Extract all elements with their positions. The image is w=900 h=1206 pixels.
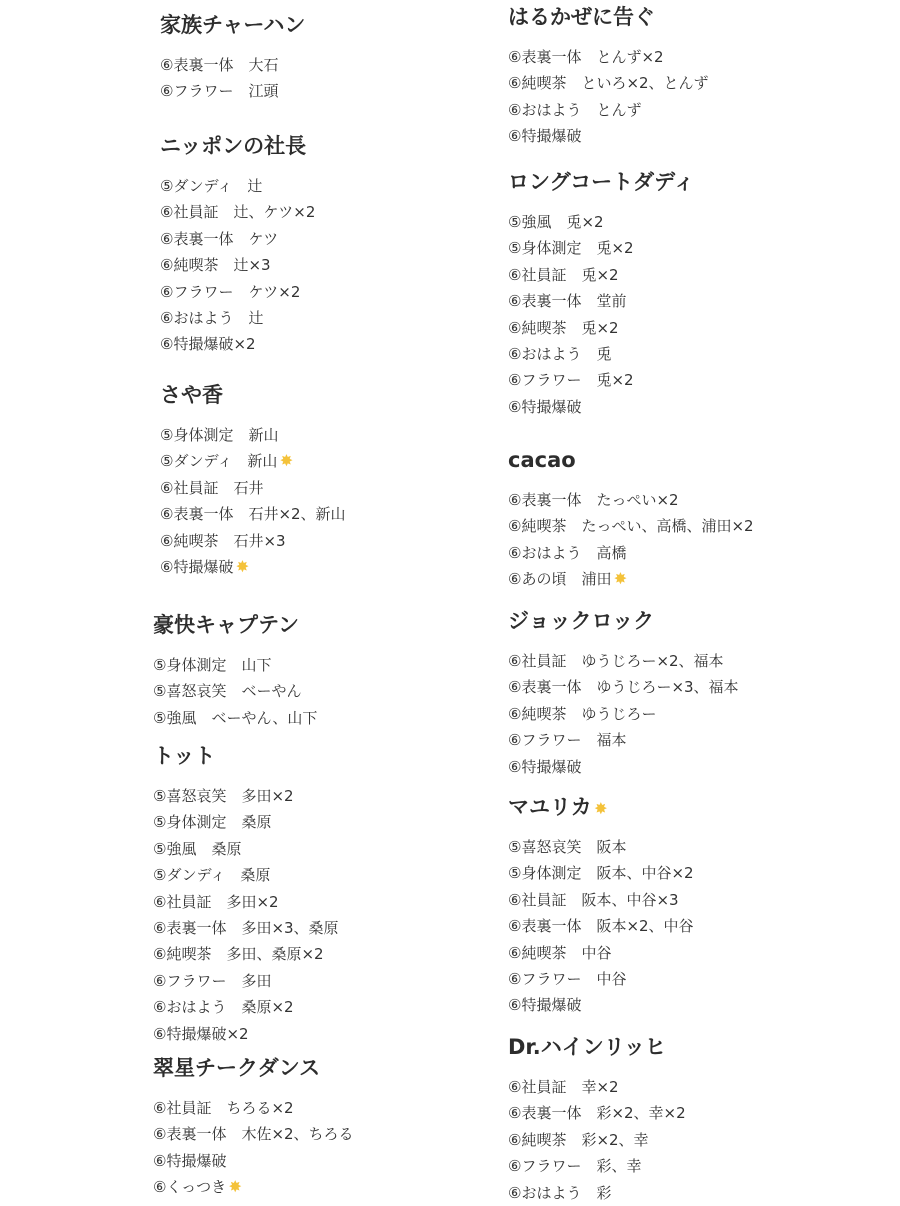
list-item: ⑥フラワー 江頭	[160, 82, 279, 101]
list-item: ⑥おはよう 桑原×2	[153, 998, 294, 1017]
section-totto	[153, 743, 339, 1047]
section-title: さや香	[160, 383, 223, 407]
list-item: ⑥表裏一体 ゆうじろー×3、福本	[508, 678, 739, 697]
list-item-text: ⑥あの頃 浦田	[508, 570, 612, 589]
list-item: ⑥社員証 阪本、中谷×3	[508, 890, 679, 909]
list-item: ⑥フラワー 福本	[508, 731, 627, 750]
list-item: ⑥純喫茶 中谷	[508, 943, 612, 962]
list-item: ⑥フラワー 多田	[153, 971, 272, 990]
list-item: ⑥おはよう とんず	[508, 100, 642, 119]
list-item: ⑤身体測定 阪本、中谷×2	[508, 864, 694, 883]
list-item: ⑥おはよう 辻	[160, 308, 264, 327]
section-goukai-captain	[153, 612, 317, 731]
list-item: ⑥社員証 ゆうじろー×2、福本	[508, 652, 724, 670]
list-item: ⑥純喫茶 彩×2、幸	[508, 1130, 649, 1149]
section-title: ロングコートダディ	[508, 170, 695, 194]
list-item: ⑥表裏一体 大石	[160, 56, 279, 74]
list-item: ⑤身体測定 山下	[153, 656, 272, 674]
list-item: ⑥表裏一体 とんず×2	[508, 48, 664, 66]
list-item: ⑤身体測定 桑原	[153, 813, 272, 832]
section-mayurika	[508, 794, 694, 1019]
list-item: ⑥社員証 辻、ケツ×2	[160, 203, 316, 222]
list-item: ⑥特撮爆破×2	[153, 1024, 249, 1043]
sparkle-star-icon: ✸	[613, 569, 628, 589]
section-title: 翠星チークダンス	[153, 1056, 321, 1080]
list-item: ⑥特撮爆破	[508, 127, 582, 146]
list-item: ⑥表裏一体 石井×2、新山	[160, 505, 346, 524]
list-item: ⑥表裏一体 ケツ	[160, 229, 279, 248]
list-item: ⑥フラワー 中谷	[508, 969, 627, 988]
section-nippon-no-shacho	[160, 133, 315, 358]
list-item	[153, 1174, 354, 1200]
list-item: ⑥純喫茶 辻×3	[160, 256, 271, 275]
list-item: ⑥おはよう 彩	[508, 1183, 612, 1202]
list-item: ⑥純喫茶 多田、桑原×2	[153, 945, 324, 964]
list-item: ⑥表裏一体 たっぺい×2	[508, 491, 679, 509]
list-item: ⑥おはよう 兎	[508, 344, 612, 363]
list-item: ⑥フラワー ケツ×2	[160, 282, 301, 301]
list-item: ⑥純喫茶 石井×3	[160, 531, 286, 550]
section-cacao	[508, 447, 754, 593]
list-item: ⑥純喫茶 兎×2	[508, 318, 619, 337]
list-item: ⑥フラワー 兎×2	[508, 371, 634, 390]
list-item: ⑤ダンディ 桑原	[153, 866, 271, 885]
list-item: ⑤喜怒哀笑 多田×2	[153, 787, 294, 805]
section-sayaka	[160, 382, 346, 580]
list-item: ⑥純喫茶 ゆうじろー	[508, 704, 657, 723]
list-item: ⑥表裏一体 多田×3、桑原	[153, 918, 339, 937]
list-item: ⑤強風 ベーやん、山下	[153, 708, 318, 727]
section-kazoku-chahan	[160, 12, 305, 105]
sparkle-star-icon: ✸	[235, 556, 250, 576]
section-title: Dr.ハインリッヒ	[508, 1035, 666, 1059]
section-long-coat-daddy	[508, 169, 694, 420]
list-item: ⑥表裏一体 阪本×2、中谷	[508, 917, 694, 936]
list-item-text: ⑤ダンディ 新山	[160, 452, 278, 471]
list-item: ⑥フラワー 彩、幸	[508, 1157, 642, 1176]
list-item: ⑤強風 桑原	[153, 839, 242, 858]
section-title: 豪快キャプテン	[153, 613, 299, 637]
list-item: ⑥社員証 幸×2	[508, 1078, 619, 1096]
list-item: ⑥特撮爆破	[153, 1151, 227, 1170]
list-item: ⑥特撮爆破	[508, 397, 582, 416]
list-item: ⑥表裏一体 彩×2、幸×2	[508, 1104, 686, 1123]
list-item: ⑥純喫茶 といろ×2、とんず	[508, 74, 709, 93]
list-item: ⑤強風 兎×2	[508, 213, 604, 231]
list-item	[508, 566, 754, 592]
section-title	[508, 794, 694, 834]
list-item: ⑤ダンディ 辻	[160, 177, 263, 195]
section-title: ジョックロック	[508, 609, 655, 633]
list-item	[160, 448, 346, 474]
list-item: ⑥社員証 多田×2	[153, 892, 279, 911]
list-item: ⑥表裏一体 堂前	[508, 292, 627, 311]
section-title: cacao	[508, 448, 576, 472]
section-suisei-cheek-dance	[153, 1055, 354, 1201]
section-harukaze-ni-tsugu	[508, 4, 709, 150]
list-item: ⑥社員証 ちろる×2	[153, 1099, 294, 1117]
section-title: 家族チャーハン	[160, 13, 306, 37]
section-title: ニッポンの社長	[160, 134, 307, 158]
section-jock-rock	[508, 608, 739, 780]
sparkle-star-icon: ✸	[594, 799, 608, 818]
list-item: ⑥表裏一体 木佐×2、ちろる	[153, 1125, 354, 1144]
list-item: ⑥特撮爆破	[508, 757, 582, 776]
list-item: ⑤喜怒哀笑 阪本	[508, 838, 627, 856]
list-item: ⑤身体測定 兎×2	[508, 239, 634, 258]
list-item-text: ⑥くっつき	[153, 1178, 227, 1197]
list-item: ⑥純喫茶 たっぺい、高橋、浦田×2	[508, 517, 754, 536]
section-dr-heinrich	[508, 1034, 686, 1206]
list-item: ⑥特撮爆破×2	[160, 335, 256, 354]
sparkle-star-icon: ✸	[228, 1177, 242, 1197]
list-item: ⑥社員証 兎×2	[508, 265, 619, 284]
list-item: ⑤喜怒哀笑 ベーやん	[153, 682, 302, 701]
list-item	[160, 554, 346, 580]
section-title: はるかぜに告ぐ	[508, 5, 655, 29]
list-item: ⑤身体測定 新山	[160, 426, 279, 444]
section-title: トット	[153, 744, 216, 768]
list-item: ⑥おはよう 高橋	[508, 543, 627, 562]
list-item: ⑥社員証 石井	[160, 478, 264, 497]
sparkle-star-icon: ✸	[279, 451, 294, 471]
section-title-text: マユリカ	[508, 795, 592, 819]
list-item-text: ⑥特撮爆破	[160, 557, 234, 576]
list-item: ⑥特撮爆破	[508, 996, 582, 1015]
